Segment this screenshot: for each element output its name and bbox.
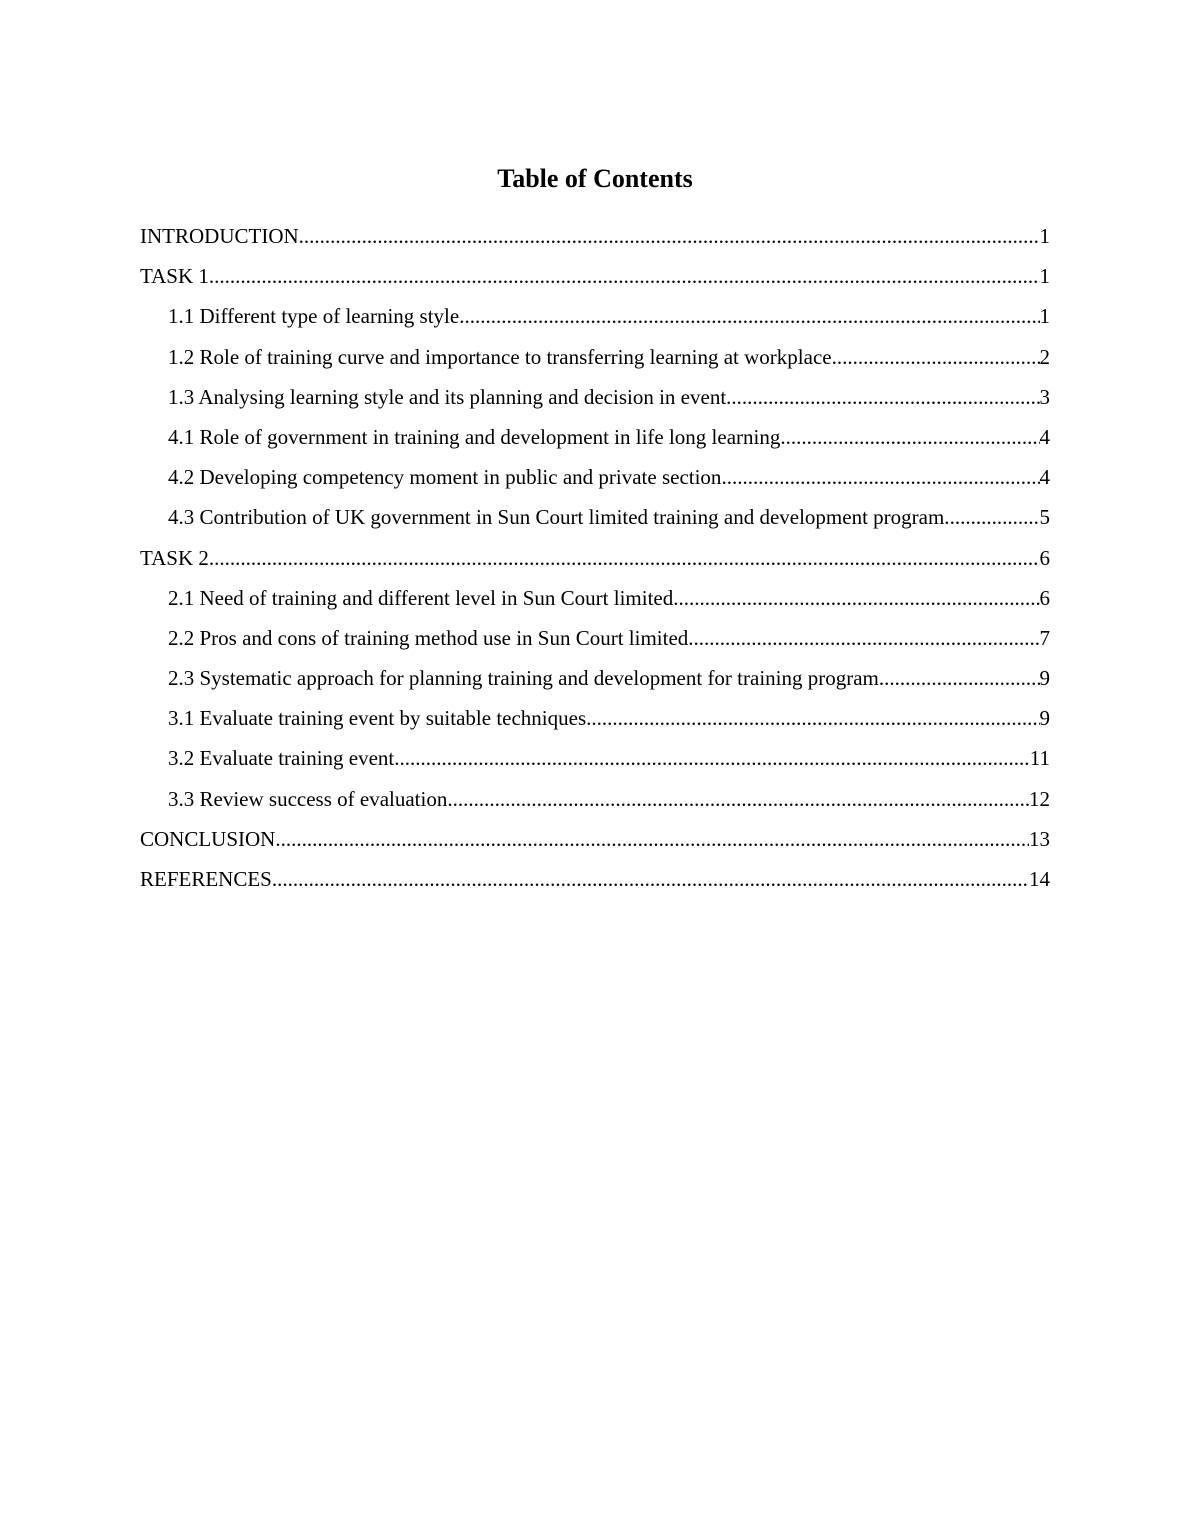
toc-entry-1-1[interactable]	[140, 296, 1050, 336]
toc-entry-label: 2.2 Pros and cons of training method use in Sun Court limited	[168, 625, 689, 650]
toc-dot-leader	[780, 417, 1039, 457]
toc-dot-leader	[299, 216, 1040, 256]
toc-entry-label: INTRODUCTION	[140, 224, 299, 248]
toc-entry-page: 5	[1039, 505, 1050, 530]
toc-entry-label: 2.3 Systematic approach for planning training and development for training program	[168, 666, 879, 691]
toc-entry-page: 13	[1029, 826, 1050, 851]
toc-dot-leader	[209, 256, 1040, 296]
toc-entry-page: 12	[1029, 786, 1050, 811]
toc-title: Table of Contents	[497, 164, 693, 193]
toc-dot-leader	[447, 779, 1029, 819]
toc-entry-page: 11	[1029, 746, 1050, 771]
toc-entry-page: 9	[1039, 666, 1050, 691]
toc-entry-page: 4	[1039, 465, 1050, 490]
toc-entry-page: 6	[1039, 545, 1050, 570]
toc-entry-page: 1	[1039, 264, 1050, 289]
toc-entry-4-1[interactable]	[140, 417, 1050, 457]
toc-dot-leader	[879, 658, 1040, 698]
toc-entry-label: 1.1 Different type of learning style	[168, 304, 460, 329]
toc-dot-leader	[832, 337, 1040, 377]
toc-entry-label: CONCLUSION	[140, 826, 276, 851]
toc-entry-label: REFERENCES	[140, 867, 272, 891]
toc-entry-3-3[interactable]	[140, 779, 1050, 819]
toc-dot-leader	[459, 296, 1039, 336]
toc-entry-page: 2	[1039, 344, 1050, 369]
toc-entry-label: TASK 1	[140, 264, 209, 289]
toc-entry-page: 6	[1039, 585, 1050, 610]
toc-entry-conclusion[interactable]	[140, 819, 1050, 859]
toc-dot-leader	[394, 738, 1030, 778]
toc-entry-references[interactable]	[140, 859, 1050, 899]
toc-entry-3-1[interactable]	[140, 698, 1050, 738]
toc-entry-1-2[interactable]	[140, 337, 1050, 377]
toc-entry-page: 14	[1029, 867, 1050, 891]
toc-entry-label: 2.1 Need of training and different level in Sun Court limited	[168, 585, 674, 610]
toc-dot-leader	[275, 819, 1029, 859]
toc-entry-page: 7	[1039, 625, 1050, 650]
toc-entry-page: 9	[1039, 706, 1050, 731]
toc-entry-4-2[interactable]	[140, 457, 1050, 497]
toc-entry-label: TASK 2	[140, 545, 209, 570]
toc-entry-label: 3.3 Review success of evaluation	[168, 786, 448, 811]
toc-dot-leader	[209, 538, 1040, 578]
toc-entry-task-1[interactable]	[140, 256, 1050, 296]
toc-dot-leader	[673, 578, 1039, 618]
toc-entry-page: 1	[1039, 224, 1050, 248]
toc-entry-label: 4.2 Developing competency moment in public and private section	[168, 465, 722, 490]
toc-entry-page: 3	[1039, 384, 1050, 409]
toc-list	[140, 216, 1050, 899]
toc-dot-leader	[950, 497, 1040, 537]
toc-entry-label: 3.2 Evaluate training event	[168, 746, 395, 771]
toc-entry-label: 4.3 Contribution of UK government in Sun Court limited training and development program.	[168, 505, 950, 530]
toc-entry-2-1[interactable]	[140, 578, 1050, 618]
toc-entry-page: 4	[1039, 424, 1050, 449]
toc-entry-introduction[interactable]	[140, 216, 1050, 256]
toc-entry-page: 1	[1039, 304, 1050, 329]
toc-entry-1-3[interactable]	[140, 377, 1050, 417]
toc-entry-label: 4.1 Role of government in training and development in life long learning	[168, 424, 781, 449]
toc-dot-leader	[272, 859, 1029, 899]
toc-entry-task-2[interactable]	[140, 538, 1050, 578]
toc-entry-label: 3.1 Evaluate training event by suitable techniques	[168, 706, 587, 731]
toc-entry-4-3[interactable]	[140, 497, 1050, 537]
toc-entry-2-3[interactable]	[140, 658, 1050, 698]
toc-dot-leader	[586, 698, 1039, 738]
toc-entry-label: 1.3 Analysing learning style and its planning and decision in event	[168, 384, 727, 409]
toc-entry-label: 1.2 Role of training curve and importance to transferring learning at workplace	[168, 344, 832, 369]
toc-entry-2-2[interactable]	[140, 618, 1050, 658]
toc-entry-3-2[interactable]	[140, 738, 1050, 778]
toc-dot-leader	[688, 618, 1039, 658]
toc-dot-leader	[726, 377, 1039, 417]
toc-dot-leader	[721, 457, 1039, 497]
